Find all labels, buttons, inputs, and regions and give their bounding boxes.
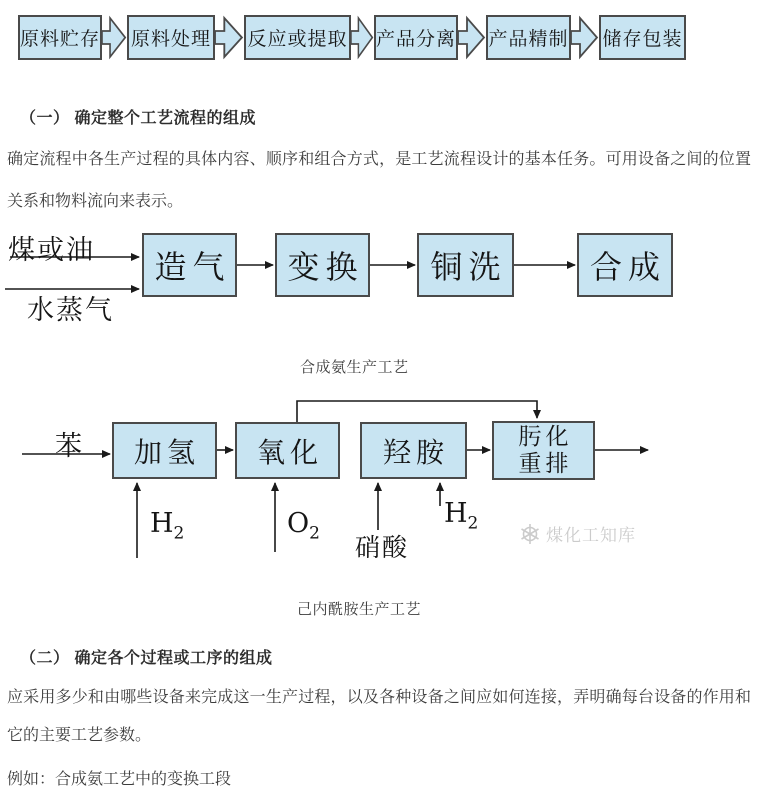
flow-box-reaction-extraction: 反应或提取 xyxy=(244,15,351,60)
watermark-text: 煤化工知库 xyxy=(546,526,636,546)
chevron-arrow-icon xyxy=(458,15,486,60)
chevron-arrow-icon xyxy=(351,15,374,60)
flow-box-storage-packaging: 储存包装 xyxy=(599,15,686,60)
process-box-shift-conversion: 变换 xyxy=(275,233,370,297)
diagram1-input-coal-or-oil: 煤或油 xyxy=(8,235,95,266)
watermark xyxy=(518,521,636,546)
process-box-hydrogenation: 加氢 xyxy=(112,422,217,479)
process-box-copper-wash: 铜洗 xyxy=(417,233,514,297)
chem-symbol: H xyxy=(444,498,468,529)
section1-paragraph: 确定流程中各生产过程的具体内容、顺序和组合方式，是工艺流程设计的基本任务。可用设备之间的位置关系和物料流向来表示。 xyxy=(7,151,751,210)
chevron-arrow-icon xyxy=(102,15,127,60)
chem-subscript: 2 xyxy=(309,523,320,544)
diagram1-input-steam: 水蒸气 xyxy=(27,295,114,326)
chem-symbol: O xyxy=(287,508,310,539)
process-box-gasification: 造气 xyxy=(142,233,237,297)
feed-label-o2-oxidation xyxy=(287,508,320,543)
arrow-oxidation-bypass-to-oximation xyxy=(297,401,537,422)
chem-subscript: 2 xyxy=(467,513,479,534)
feed-label-nitric-acid: 硝酸 xyxy=(355,533,410,562)
chevron-arrow-icon xyxy=(215,15,244,60)
chevron-arrow-icon xyxy=(571,15,599,60)
process-box-oxidation: 氧化 xyxy=(235,422,340,479)
diagram2-caption: 己内酰胺生产工艺 xyxy=(297,601,422,618)
flow-box-raw-storage: 原料贮存 xyxy=(18,15,102,60)
process-box-oximation-rearrangement xyxy=(492,421,595,480)
diagram2-input-benzene: 苯 xyxy=(55,431,82,462)
chem-symbol: H xyxy=(150,508,174,539)
oximation-line1: 肟化 xyxy=(518,423,573,450)
section2-paragraph: 应采用多少和由哪些设备来完成这一生产过程，以及各种设备之间应如何连接，弄明确每台设备的作用和它的主要工艺参数。 xyxy=(7,689,751,744)
section1-heading: （一） 确定整个工艺流程的组成 xyxy=(20,110,256,127)
feed-label-h2-hydroxylamine xyxy=(444,498,478,533)
diagram1-caption: 合成氨生产工艺 xyxy=(300,359,409,376)
flow-box-product-separation: 产品分离 xyxy=(374,15,458,60)
rearrangement-line2: 重排 xyxy=(518,450,573,477)
section2-heading: （二） 确定各个过程或工序的组成 xyxy=(20,650,273,667)
flow-box-product-refining: 产品精制 xyxy=(486,15,571,60)
chem-subscript: 2 xyxy=(173,523,185,544)
process-box-synthesis: 合成 xyxy=(577,233,673,297)
watermark-snowflake-icon xyxy=(518,522,542,546)
process-box-hydroxylamine: 羟胺 xyxy=(360,422,467,479)
section2-example: 例如：合成氨工艺中的变换工段 xyxy=(7,771,232,788)
feed-label-h2-hydrogenation xyxy=(150,508,184,543)
flow-box-raw-processing: 原料处理 xyxy=(127,15,215,60)
